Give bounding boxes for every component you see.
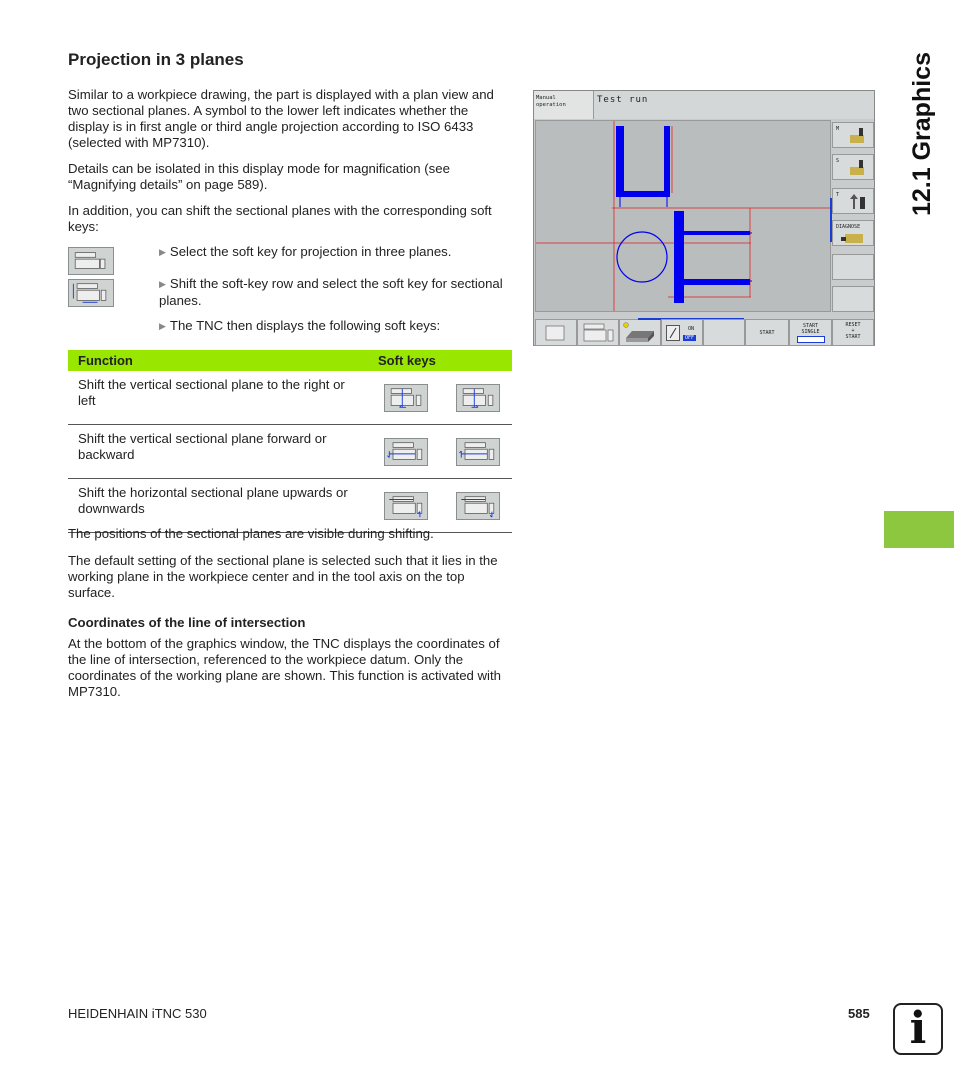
shift-vertical-right-icon <box>456 384 500 412</box>
shifting-paragraph: The positions of the sectional planes are visible during shifting. <box>68 526 434 541</box>
arrow-right-icon: ▶ <box>159 321 166 331</box>
table-cell-function: Shift the vertical sectional plane forward or backward <box>68 425 368 479</box>
softkey-blank-2[interactable] <box>832 286 874 312</box>
softkey-reset-line3: START <box>845 334 861 340</box>
screen-mode-line1: Manual <box>536 95 556 101</box>
softkey-t[interactable] <box>832 188 874 214</box>
softkey-start[interactable]: START <box>745 319 789 346</box>
softkey-three-planes[interactable] <box>577 319 619 346</box>
plan-view-icon <box>536 320 576 345</box>
softkey-plan-view[interactable] <box>535 319 577 346</box>
table-cell-softkey <box>440 425 512 479</box>
spindle-speed-icon <box>847 159 869 177</box>
table-cell-function: Shift the vertical sectional plane to the right or left <box>68 371 368 425</box>
softkey-diagnose-label: DIAGNOSE <box>836 224 861 230</box>
softkey-blank-1[interactable] <box>832 254 874 280</box>
diagnose-icon <box>841 232 871 245</box>
column-header-softkeys: Soft keys <box>368 350 512 371</box>
shift-horizontal-up-icon <box>384 492 428 520</box>
step-1-text: Select the soft key for projection in three planes. <box>169 244 452 259</box>
footer-manual-name: HEIDENHAIN iTNC 530 <box>68 1006 207 1021</box>
softkey-on-label: ON <box>688 326 695 332</box>
softkey-diagnose[interactable] <box>832 220 874 246</box>
table-row <box>68 371 512 425</box>
table-cell-softkey <box>368 371 440 425</box>
toggle-switch-icon <box>666 325 680 341</box>
tnc-screen <box>533 90 875 346</box>
default-setting-paragraph: The default setting of the sectional plane is selected such that it lies in the working plane in the workpiece center and in the tool axis on the top surface. <box>68 553 498 600</box>
subsection-paragraph: At the bottom of the graphics window, the TNC displays the coordinates of the line of intersection, referenced to the workpiece datum. Only the coordinates of the working plane are shown. This function is activated with MP7310. <box>68 636 501 699</box>
shift-vertical-forward-icon <box>384 438 428 466</box>
arrow-right-icon: ▶ <box>159 247 166 257</box>
step-1 <box>159 244 509 261</box>
softkey-s-label: S <box>836 158 840 164</box>
softkey-table <box>68 350 512 533</box>
table-cell-function: Shift the horizontal sectional plane upwards or downwards <box>68 479 368 533</box>
subsection-title: Coordinates of the line of intersection <box>68 615 306 630</box>
column-header-function: Function <box>68 350 368 371</box>
shift-horizontal-down-icon <box>456 492 500 520</box>
softkey-start-single-line2: SINGLE <box>801 329 820 335</box>
tool-icon <box>847 193 869 211</box>
step-3-text: The TNC then displays the following soft keys: <box>169 318 441 333</box>
3d-view-icon <box>620 320 660 345</box>
softkey-reset-line1: RESET <box>845 322 861 328</box>
table-cell-softkey <box>440 479 512 533</box>
three-planes-softkey-icon <box>68 247 114 275</box>
addition-paragraph: In addition, you can shift the sectional planes with the corresponding soft keys: <box>68 203 492 234</box>
table-row <box>68 479 512 533</box>
table-header-row <box>68 350 512 371</box>
table-cell-softkey <box>368 479 440 533</box>
single-block-indicator <box>797 336 825 343</box>
page-number: 585 <box>848 1006 870 1021</box>
side-chapter-title <box>900 48 940 218</box>
softkey-m-label: M <box>836 126 840 132</box>
softkey-reset-start[interactable] <box>832 319 874 346</box>
softkey-start-single[interactable] <box>789 319 832 346</box>
softkey-on-off[interactable] <box>661 319 703 346</box>
softkey-start-single-line1: START <box>802 323 819 329</box>
softkey-t-label: T <box>836 192 840 198</box>
softkey-3d-view[interactable] <box>619 319 661 346</box>
intro-paragraph: Similar to a workpiece drawing, the part is displayed with a plan view and two sectional planes. A symbol to the lower left indicates whether the display is in first angle or third angle projection according to ISO 6433 (selected with MP7310). <box>68 87 494 150</box>
details-paragraph: Details can be isolated in this display mode for magnification (see “Magnifying details” on page 589). <box>68 161 450 192</box>
chapter-tab <box>884 511 954 548</box>
step-3 <box>159 318 509 335</box>
screen-title: Test run <box>594 91 874 119</box>
softkey-reset-line2: + <box>851 328 855 334</box>
softkey-off-label: OFF <box>685 335 695 341</box>
shift-vertical-backward-icon <box>456 438 500 466</box>
sectional-planes-softkey-icon <box>68 279 114 307</box>
spindle-icon <box>847 127 869 145</box>
side-chapter-title-text: 12.1 Graphics <box>908 52 936 216</box>
table-row <box>68 425 512 479</box>
table-cell-softkey <box>368 425 440 479</box>
info-icon <box>893 1003 943 1055</box>
three-planes-icon <box>578 320 618 345</box>
table-cell-softkey <box>440 371 512 425</box>
screen-mode-label <box>534 91 594 119</box>
screen-mode-line2: operation <box>536 102 566 108</box>
shift-vertical-left-icon <box>384 384 428 412</box>
graphics-window <box>535 120 831 312</box>
three-plane-projection-graphic <box>536 121 830 311</box>
arrow-right-icon: ▶ <box>159 279 166 289</box>
section-title: Projection in 3 planes <box>68 50 244 69</box>
info-icon-glyph: i <box>909 1003 927 1054</box>
softkey-m[interactable] <box>832 122 874 148</box>
step-2-text: Shift the soft-key row and select the soft key for sectional planes. <box>159 276 503 308</box>
softkey-s[interactable] <box>832 154 874 180</box>
softkey-empty-1[interactable] <box>703 319 745 346</box>
step-2 <box>159 276 509 309</box>
